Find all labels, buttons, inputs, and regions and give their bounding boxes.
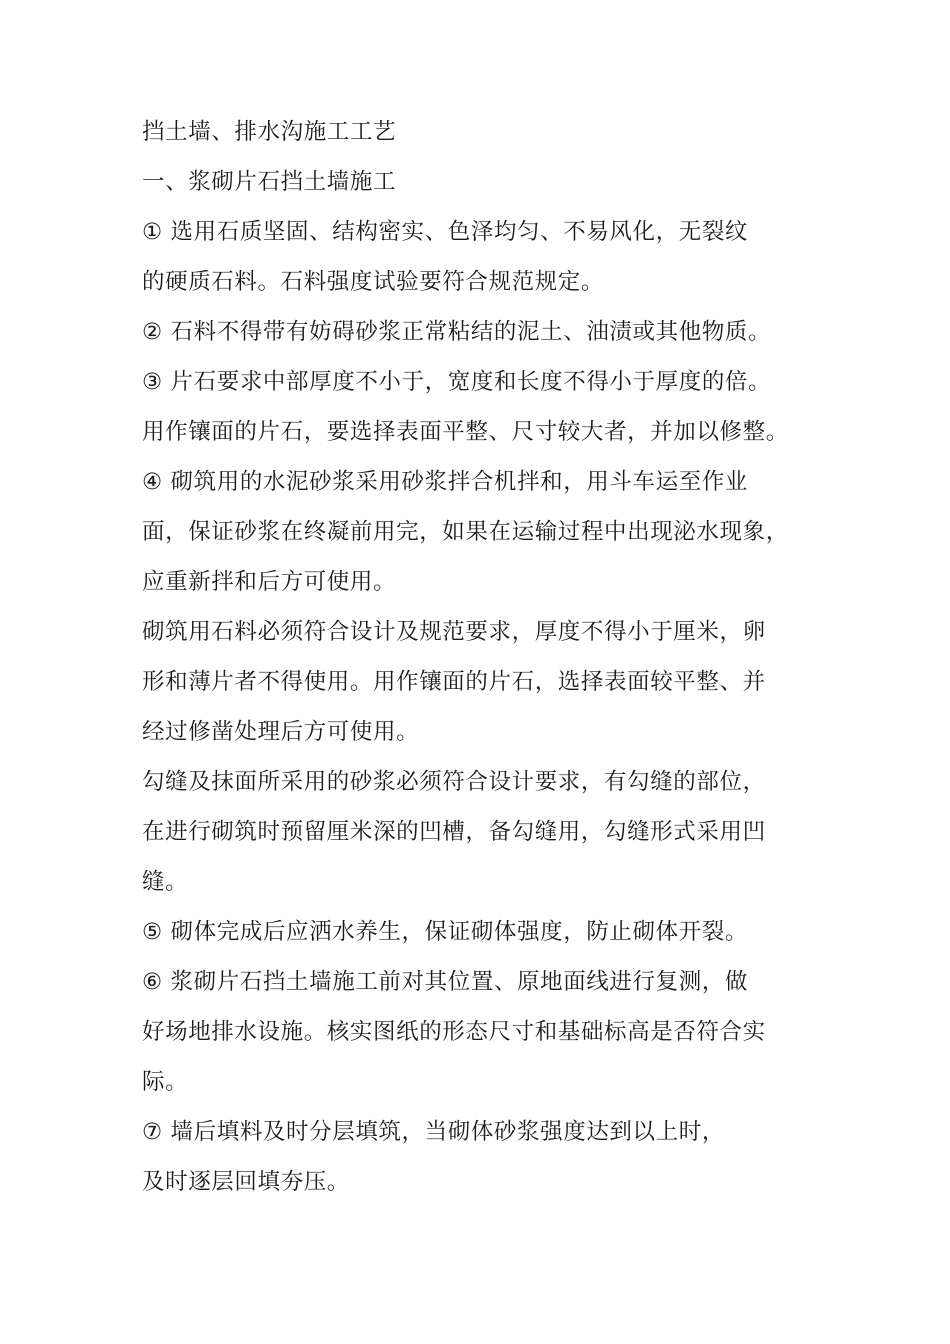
paragraph-line: 经过修凿处理后方可使用。 [142,719,420,745]
paragraph-line: 形和薄片者不得使用。用作镶面的片石，选择表面较平整、并 [142,669,766,695]
paragraph-line: ④ 砌筑用的水泥砂浆采用砂浆拌合机拌和，用斗车运至作业 [142,469,749,495]
paragraph-line: ③ 片石要求中部厚度不小于，宽度和长度不得小于厚度的倍。 [142,369,772,395]
paragraph-line: 缝。 [142,869,189,895]
paragraph-line: 面，保证砂浆在终凝前用完，如果在运输过程中出现泌水现象， [142,519,789,545]
paragraph-line: 及时逐层回填夯压。 [142,1169,350,1195]
paragraph-line: ② 石料不得带有妨碍砂浆正常粘结的泥土、油渍或其他物质。 [142,319,772,345]
paragraph-line: 好场地排水设施。核实图纸的形态尺寸和基础标高是否符合实 [142,1019,766,1045]
paragraph-line: ⑦ 墙后填料及时分层填筑，当砌体砂浆强度达到以上时， [142,1119,725,1145]
paragraph-line: 勾缝及抹面所采用的砂浆必须符合设计要求，有勾缝的部位， [142,769,766,795]
paragraph-line: ⑤ 砌体完成后应洒水养生，保证砌体强度，防止砌体开裂。 [142,919,749,945]
paragraph-line: 的硬质石料。石料强度试验要符合规范规定。 [142,269,605,295]
paragraph-line: ① 选用石质坚固、结构密实、色泽均匀、不易风化，无裂纹 [142,219,749,245]
document-title: 挡土墙、排水沟施工工艺 [142,119,397,145]
paragraph-line: 在进行砌筑时预留厘米深的凹槽，备勾缝用，勾缝形式采用凹 [142,819,766,845]
paragraph-line: ⑥ 浆砌片石挡土墙施工前对其位置、原地面线进行复测，做 [142,969,749,995]
paragraph-line: 砌筑用石料必须符合设计及规范要求，厚度不得小于厘米，卵 [142,619,766,645]
paragraph-line: 应重新拌和后方可使用。 [142,569,397,595]
paragraph-line: 用作镶面的片石，要选择表面平整、尺寸较大者，并加以修整。 [142,419,789,445]
paragraph-line: 际。 [142,1069,189,1095]
section-heading: 一、浆砌片石挡土墙施工 [142,169,397,195]
